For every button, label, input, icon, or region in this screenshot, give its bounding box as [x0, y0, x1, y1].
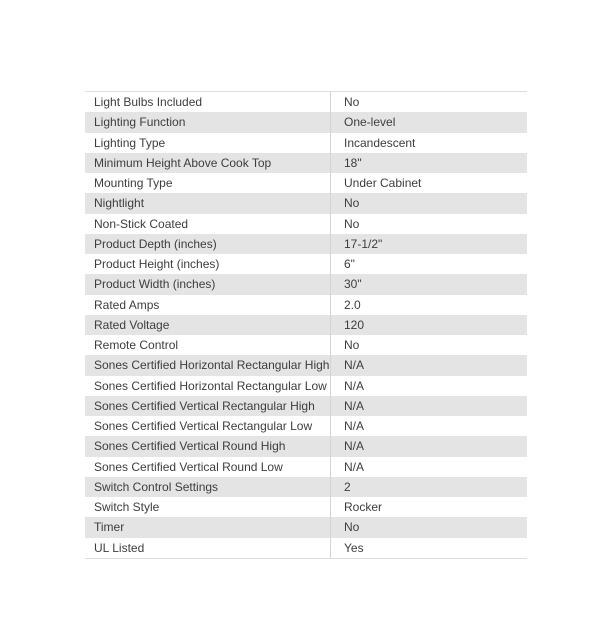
spec-value: N/A: [330, 376, 527, 396]
spec-value: Rocker: [330, 497, 527, 517]
spec-label: Timer: [94, 520, 125, 535]
table-row: [85, 295, 527, 315]
table-row: [85, 517, 527, 537]
table-row: [85, 396, 527, 416]
spec-value: No: [330, 193, 527, 213]
spec-label: Product Depth (inches): [94, 236, 217, 251]
spec-label: Sones Certified Vertical Round Low: [94, 459, 283, 474]
spec-value: No: [330, 335, 527, 355]
spec-value: No: [330, 517, 527, 537]
spec-value: No: [330, 92, 527, 112]
spec-value: N/A: [330, 396, 527, 416]
spec-value: 18": [330, 153, 527, 173]
spec-label: Sones Certified Vertical Rectangular Low: [94, 419, 313, 434]
spec-value: N/A: [330, 355, 527, 375]
spec-label: Light Bulbs Included: [94, 95, 203, 110]
spec-label: Sones Certified Horizontal Rectangular Low: [94, 378, 327, 393]
spec-value: N/A: [330, 457, 527, 477]
table-row: [85, 376, 527, 396]
table-row: [85, 173, 527, 193]
spec-label: Switch Control Settings: [94, 479, 219, 494]
spec-value: One-level: [330, 112, 527, 132]
spec-label: Remote Control: [94, 338, 179, 353]
spec-value: 30": [330, 274, 527, 294]
spec-label: Nightlight: [94, 196, 145, 211]
spec-label: Product Height (inches): [94, 257, 220, 272]
spec-label: Sones Certified Horizontal Rectangular High: [94, 358, 330, 373]
spec-value: 17-1/2": [330, 234, 527, 254]
spec-value: N/A: [330, 436, 527, 456]
table-row: [85, 153, 527, 173]
table-row: [85, 112, 527, 132]
table-row: [85, 254, 527, 274]
spec-label: Non-Stick Coated: [94, 216, 189, 231]
spec-value: Yes: [330, 538, 527, 558]
spec-value: N/A: [330, 416, 527, 436]
table-row: [85, 335, 527, 355]
spec-label: Sones Certified Vertical Round High: [94, 439, 286, 454]
spec-value: 2: [330, 477, 527, 497]
table-row: [85, 355, 527, 375]
spec-value: 2.0: [330, 295, 527, 315]
spec-value: Under Cabinet: [330, 173, 527, 193]
table-row: [85, 315, 527, 335]
table-row: [85, 214, 527, 234]
table-row: [85, 436, 527, 456]
table-row: [85, 133, 527, 153]
spec-label: Rated Voltage: [94, 317, 170, 332]
product-specifications-table: [85, 91, 527, 559]
spec-value: 6": [330, 254, 527, 274]
spec-value: No: [330, 214, 527, 234]
spec-label: Switch Style: [94, 500, 160, 515]
spec-value: 120: [330, 315, 527, 335]
table-row: [85, 416, 527, 436]
table-row: [85, 92, 527, 112]
spec-label: Rated Amps: [94, 297, 160, 312]
table-row: [85, 193, 527, 213]
table-row: [85, 234, 527, 254]
spec-label: Lighting Type: [94, 135, 166, 150]
spec-value: Incandescent: [330, 133, 527, 153]
spec-label: Mounting Type: [94, 176, 173, 191]
table-row: [85, 477, 527, 497]
spec-label: Product Width (inches): [94, 277, 216, 292]
table-row: [85, 538, 527, 558]
table-row: [85, 457, 527, 477]
spec-label: UL Listed: [94, 540, 145, 555]
table-row: [85, 274, 527, 294]
table-row: [85, 497, 527, 517]
spec-label: Sones Certified Vertical Rectangular High: [94, 398, 315, 413]
spec-label: Lighting Function: [94, 115, 186, 130]
spec-label: Minimum Height Above Cook Top: [94, 155, 272, 170]
